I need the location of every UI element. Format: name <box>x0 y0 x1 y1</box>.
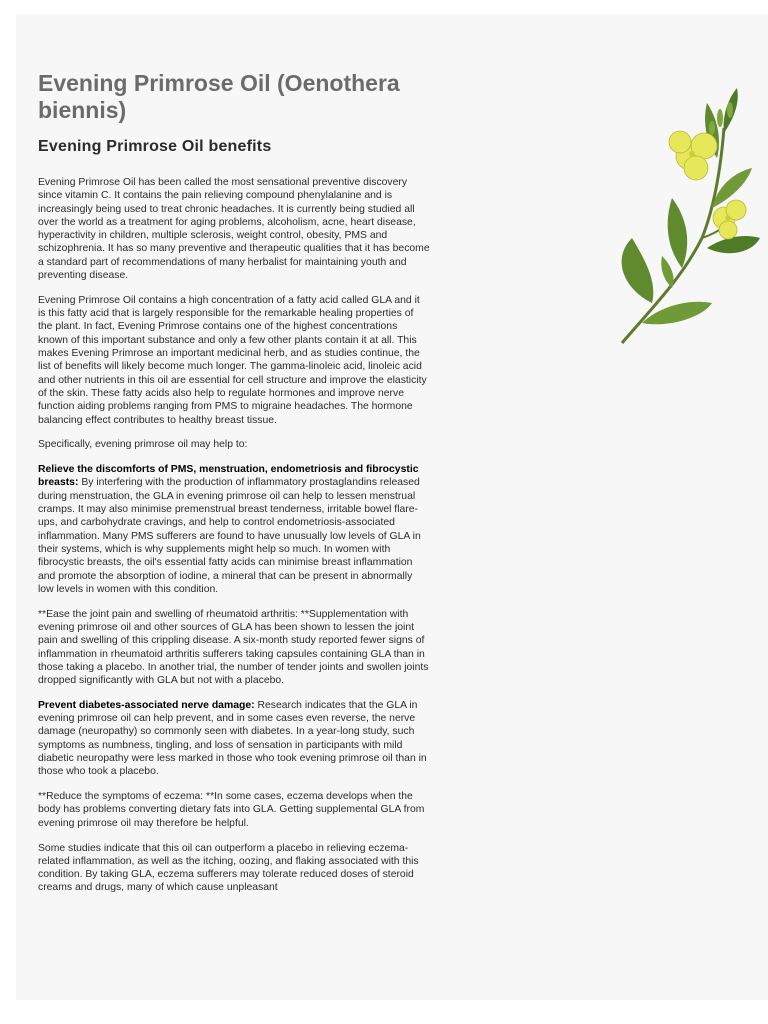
diabetes-lead: Prevent diabetes-associated nerve damage: <box>38 699 255 711</box>
paragraph-studies: Some studies indicate that this oil can outperform a placebo in relieving eczema-related inflammation, as well as the itching, oozing, and flaking associated with this condition. By taking GLA, eczema sufferers may tolerate reduced doses of steroid creams and drugs, many of which cause unpleasant <box>38 842 419 894</box>
paragraph-specifically: Specifically, evening primrose oil may help to: <box>38 439 248 451</box>
section-heading: Evening Primrose Oil benefits <box>38 138 272 155</box>
article-body <box>38 176 430 895</box>
paragraph-arthritis: **Ease the joint pain and swelling of rheumatoid arthritis: **Supplementation with evening primrose oil and other sources of GLA has been shown to lessen the joint pain and swelling of this crippling disease. A six-month study reported fewer signs of inflammation in rheumatoid arthritis sufferers taking capsules containing GLA than in those taking a placebo. In another trial, the number of tender joints and swollen joints dropped significantly with GLA but not with a placebo. <box>38 608 429 687</box>
paragraph-intro: Evening Primrose Oil has been called the most sensational preventive discovery since vitamin C. It contains the pain relieving compound phenylalanine and is increasingly being used to treat chronic headaches. It is currently being studied all over the world as a treatment for aging problems, alcoholism, acne, heart disease, hyperactivity in children, multiple sclerosis, weight control, obesity, PMS and schizophrenia. It has so many preventive and therapeutic qualities that it has become a standard part of recommendations of many herbalist for maintaining youth and preventing disease. <box>38 177 430 282</box>
evening-primrose-plant-icon <box>612 88 762 358</box>
article <box>38 70 430 906</box>
paragraph-pms <box>38 463 430 596</box>
page-title: Evening Primrose Oil (Oenothera biennis) <box>38 70 400 123</box>
paragraph-diabetes <box>38 699 430 779</box>
pms-text: By interfering with the production of inflammatory prostaglandins released during menstruation, the GLA in evening primrose oil can help to lessen menstrual cramps. It may also minimise premenstrual breast tenderness, irritable bowel flare-ups, and carbohydrate cravings, and help to control endometriosis-associated inflammation. Many PMS sufferers are found to have unusually low levels of GLA in their systems, which is why supplements might help so much. In women with fibrocystic breasts, the oil's essential fatty acids can minimise breast inflammation and promote the absorption of iodine, a mineral that can be present in abnormally low levels in women with this condition. <box>38 477 421 595</box>
diabetes-text: Research indicates that the GLA in evening primrose oil can help prevent, and in some cases even reverse, the nerve damage (neuropathy) so commonly seen with diabetes. In a year-long study, such symptoms as numbness, tingling, and loss of sensation in participants with mild diabetic neuropathy were less marked in those who took evening primrose oil than in those who took a placebo. <box>38 699 427 778</box>
paragraph-eczema: **Reduce the symptoms of eczema: **In some cases, eczema develops when the body has problems converting dietary fats into GLA. Getting supplemental GLA from evening primrose oil may therefore be helpful. <box>38 791 425 829</box>
document-page <box>16 14 768 1000</box>
paragraph-gla: Evening Primrose Oil contains a high concentration of a fatty acid called GLA and it is this fatty acid that is largely responsible for the remarkable healing properties of the plant. In fact, Evening Primrose contains one of the highest concentrations known of this important substance and only a few other plants contain it at all. This makes Evening Primrose an important medicinal herb, and as studies continue, the list of benefits will likely become much longer. The gamma-linoleic acid, linoleic acid and other nutrients in this oil are essential for cell structure and improve the elasticity of the skin. These fatty acids also help to regulate hormones and improve nerve function aiding problems ranging from PMS to migraine headaches. The hormone balancing effect contributes to healthy breast tissue. <box>38 294 427 426</box>
pms-lead: Relieve the discomforts of PMS, menstruation, endometriosis and fibrocystic breasts: <box>38 464 419 489</box>
